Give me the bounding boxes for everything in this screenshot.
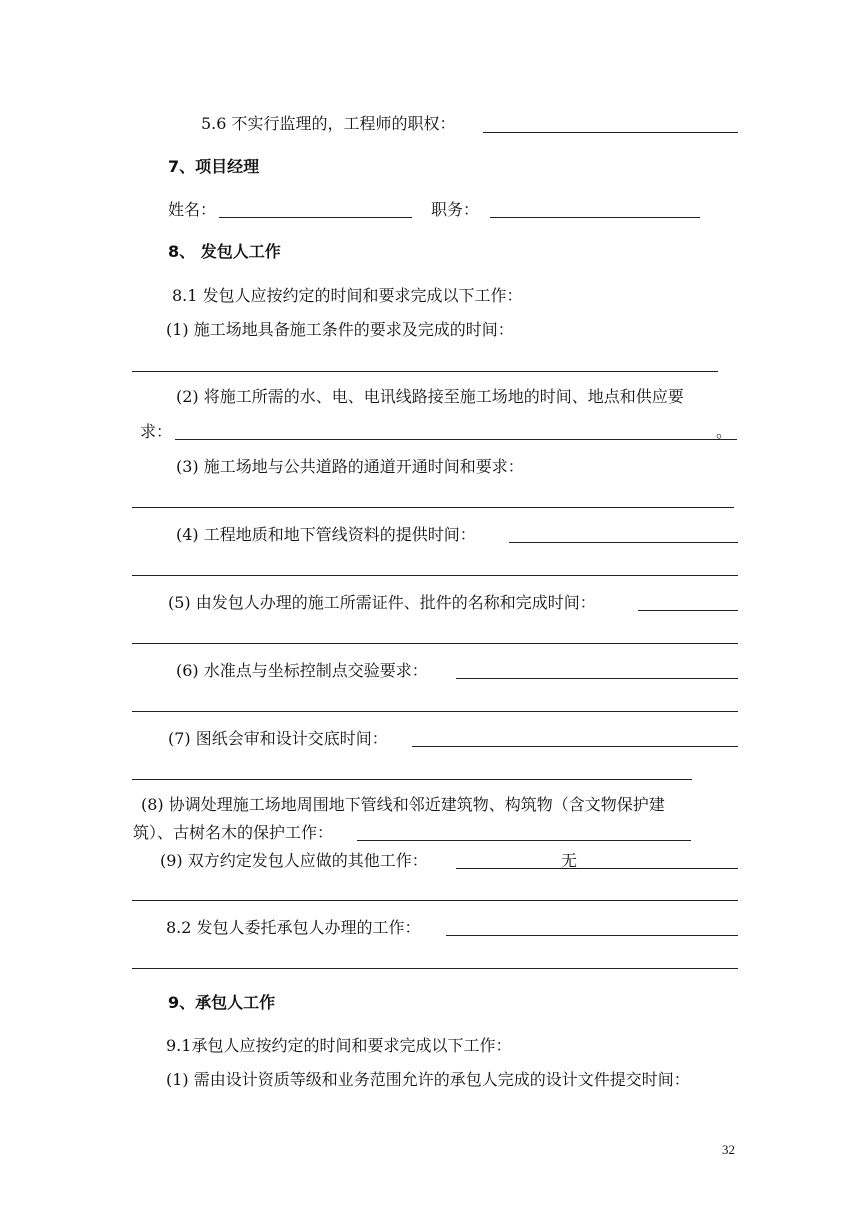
employer-item-4-fill-line-b[interactable]	[132, 575, 738, 576]
employer-item-4: (4) 工程地质和地下管线资料的提供时间：	[176, 525, 476, 544]
employer-item-9-value[interactable]: 无	[561, 851, 578, 870]
employer-item-9-fill-line-a[interactable]	[456, 868, 738, 869]
employer-item-6: (6) 水准点与坐标控制点交验要求：	[176, 661, 428, 680]
clause-8-1: 8.1 发包人应按约定的时间和要求完成以下工作：	[172, 286, 523, 305]
employer-item-3: (3) 施工场地与公共道路的通道开通时间和要求：	[176, 457, 524, 476]
employer-item-2-suffix: 。	[716, 422, 733, 441]
employer-item-7-fill-line-a[interactable]	[412, 746, 738, 747]
project-manager-position-label: 职务：	[431, 200, 480, 219]
clause-5-6-label: 5.6 不实行监理的，工程师的职权：	[201, 114, 456, 133]
clause-9-1: 9.1承包人应按约定的时间和要求完成以下工作：	[166, 1036, 512, 1055]
employer-item-4-fill-line-a[interactable]	[509, 542, 738, 543]
employer-item-5-fill-line-a[interactable]	[638, 610, 738, 611]
contractor-item-1: (1) 需由设计资质等级和业务范围允许的承包人完成的设计文件提交时间：	[166, 1070, 690, 1089]
employer-item-8-line1: (8) 协调处理施工场地周围地下管线和邻近建筑物、构筑物（含文物保护建	[141, 795, 665, 814]
employer-item-9: (9) 双方约定发包人应做的其他工作：	[160, 851, 428, 870]
employer-item-7-fill-line-b[interactable]	[132, 779, 692, 780]
employer-item-8-line2: 筑）、古树名木的保护工作：	[133, 823, 334, 842]
section-8-heading: 8、 发包人工作	[168, 242, 281, 261]
employer-item-2-fill-line[interactable]	[175, 439, 737, 440]
employer-item-1-fill-line[interactable]	[132, 371, 718, 372]
employer-item-5-fill-line-b[interactable]	[132, 643, 738, 644]
employer-item-9-fill-line-b[interactable]	[132, 900, 738, 901]
project-manager-name-field[interactable]	[219, 217, 412, 218]
clause-5-6-fill-line[interactable]	[483, 132, 738, 133]
clause-8-2-fill-line-b[interactable]	[132, 968, 738, 969]
project-manager-position-field[interactable]	[490, 217, 700, 218]
section-9-heading: 9、承包人工作	[168, 993, 276, 1012]
employer-item-7: (7) 图纸会审和设计交底时间：	[168, 729, 388, 748]
employer-item-6-fill-line-a[interactable]	[456, 678, 738, 679]
employer-item-5: (5) 由发包人办理的施工所需证件、批件的名称和完成时间：	[168, 593, 596, 612]
employer-item-1: (1) 施工场地具备施工条件的要求及完成的时间：	[166, 320, 514, 339]
clause-8-2: 8.2 发包人委托承包人办理的工作：	[166, 918, 421, 937]
employer-item-2-prefix: 求：	[140, 422, 173, 441]
employer-item-3-fill-line[interactable]	[132, 507, 734, 508]
project-manager-name-label: 姓名：	[168, 200, 217, 219]
employer-item-6-fill-line-b[interactable]	[132, 711, 738, 712]
clause-8-2-fill-line-a[interactable]	[446, 935, 738, 936]
page-number: 32	[722, 1142, 735, 1157]
employer-item-8-fill-line[interactable]	[357, 840, 691, 841]
section-7-heading: 7、项目经理	[168, 157, 260, 176]
employer-item-2-line1: (2) 将施工所需的水、电、电讯线路接至施工场地的时间、地点和供应要	[176, 387, 684, 406]
